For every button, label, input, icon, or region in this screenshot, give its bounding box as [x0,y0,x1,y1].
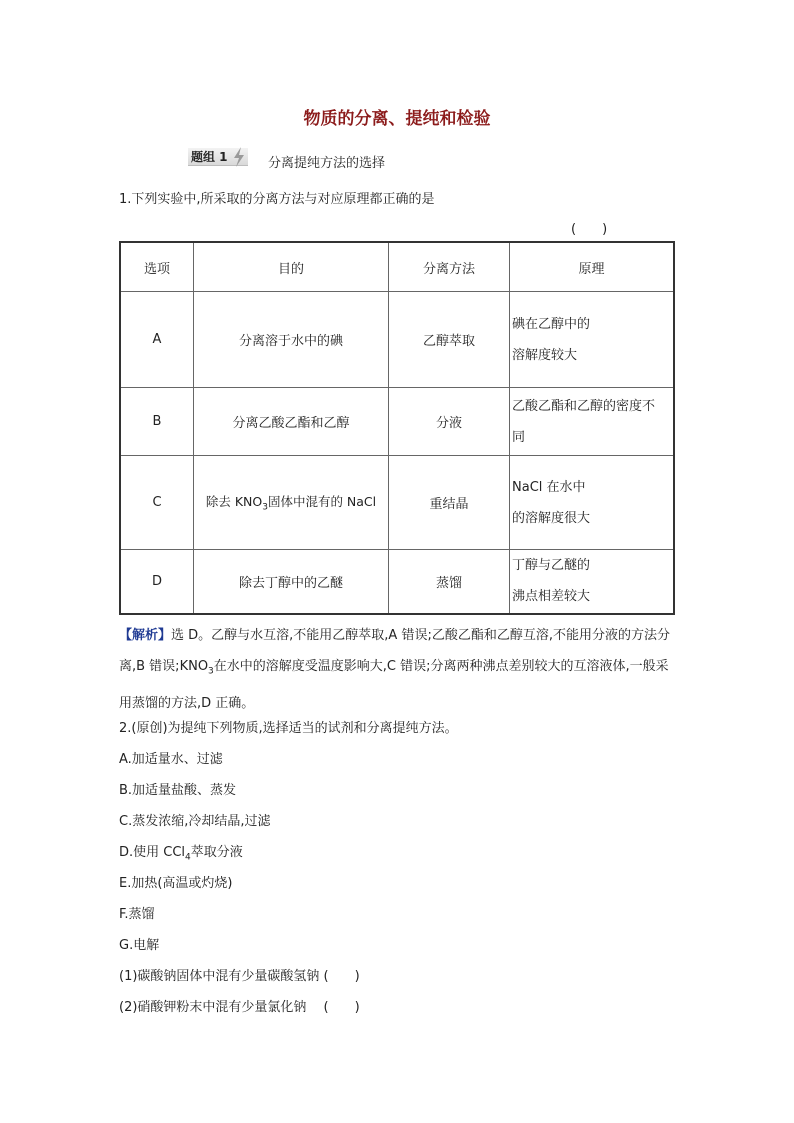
sub-question-2: (2)硝酸钾粉末中混有少量氯化钠 ( ) [119,1000,360,1015]
principle-line: 丁醇与乙醚的 [512,558,591,574]
option-letter: C [120,456,194,550]
page-title: 物质的分离、提纯和检验 [303,109,491,129]
options-table [119,241,675,615]
lightning-icon [231,147,247,167]
method-cell: 重结晶 [389,456,510,550]
principle-line: 的溶解度很大 [512,510,591,526]
option-d [119,837,458,868]
option-f: F.蒸馏 [119,907,155,922]
option-letter: B [120,388,194,456]
option-text: 萃取分液 [190,845,243,860]
subscript: 3 [262,502,268,513]
goal-cell: 分离溶于水中的碘 [194,292,389,388]
principle-cell [510,550,675,614]
question-2 [119,713,458,1023]
subscript: 3 [208,666,214,677]
header-method: 分离方法 [389,242,510,292]
table-row [120,456,674,550]
option-b: B.加适量盐酸、蒸发 [119,783,237,798]
goal-text-part: 除去 KNO [205,494,263,510]
group-badge-label: 题组 1 [191,150,228,164]
option-letter: A [120,292,194,388]
subscript: 4 [185,852,191,863]
principle-cell [510,292,675,388]
explanation-text: 在水中的溶解度受温度影响大,C 错误;分离两种沸点差别较大的互溶液体,一般采用蒸馏的方法,D 正确。 [119,659,669,711]
table-row [120,388,674,456]
principle-line: NaCl 在水中 [512,479,586,495]
goal-cell [194,456,389,550]
answer-blank: ( ) [571,222,608,237]
option-a: A.加适量水、过滤 [119,752,223,767]
explanation-text: 选 D。乙醇与水互溶,不能用乙醇萃取,A 错误;乙酸乙酯和乙醇互溶,不能用分液的方法分离,B 错误;KNO [119,628,670,674]
question-1-stem: 1.下列实验中,所采取的分离方法与对应原理都正确的是 [119,192,435,207]
header-principle: 原理 [510,242,675,292]
option-e: E.加热(高温或灼烧) [119,876,233,891]
explanation [119,620,679,719]
sub-question-1: (1)碳酸钠固体中混有少量碳酸氢钠 ( ) [119,969,360,984]
principle-line: 溶解度较大 [512,347,578,363]
goal-cell: 除去丁醇中的乙醚 [194,550,389,614]
goal-cell: 分离乙酸乙酯和乙醇 [194,388,389,456]
header-goal: 目的 [194,242,389,292]
principle-line: 乙酸乙酯和乙醇的密度不 [512,398,656,414]
question-2-stem: 2.(原创)为提纯下列物质,选择适当的试剂和分离提纯方法。 [119,721,458,736]
table-row [120,550,674,614]
explanation-tag: 【解析】 [119,628,172,643]
option-g: G.电解 [119,938,160,953]
principle-line: 同 [512,429,526,445]
header-option: 选项 [120,242,194,292]
option-letter: D [120,550,194,614]
goal-text-part: 固体中混有的 NaCl [267,494,377,510]
group-label: 分离提纯方法的选择 [268,156,386,171]
principle-line: 碘在乙醇中的 [512,316,591,332]
principle-line: 沸点相差较大 [512,589,591,605]
table-row [120,292,674,388]
principle-cell [510,456,675,550]
principle-cell [510,388,675,456]
method-cell: 乙醇萃取 [389,292,510,388]
table-header-row [120,242,674,292]
option-c: C.蒸发浓缩,冷却结晶,过滤 [119,814,271,829]
option-text: D.使用 CCl [119,845,186,860]
method-cell: 分液 [389,388,510,456]
method-cell: 蒸馏 [389,550,510,614]
